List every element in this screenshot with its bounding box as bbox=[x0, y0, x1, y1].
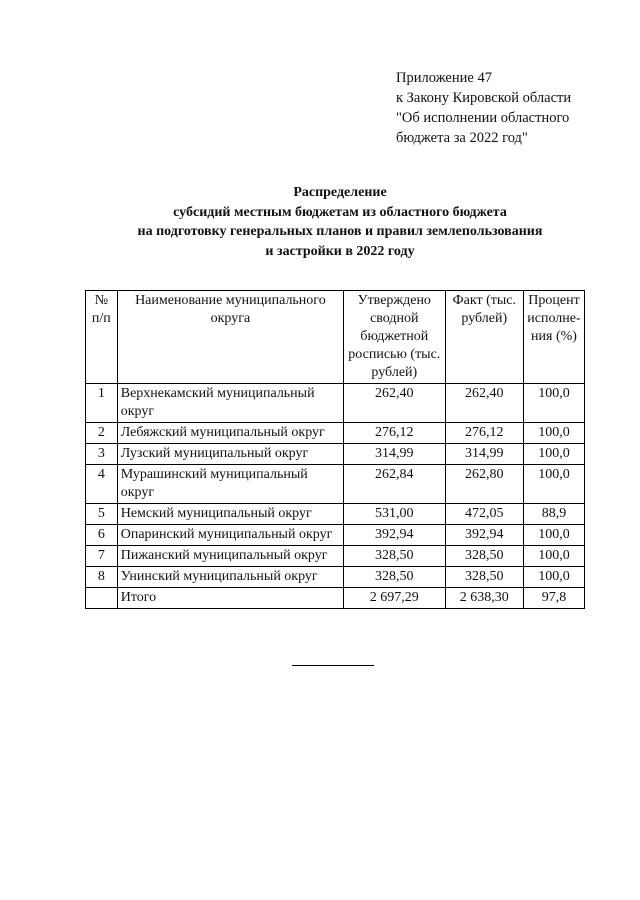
row-name: Лузский муниципальный округ bbox=[117, 444, 343, 465]
row-num: 2 bbox=[86, 423, 118, 444]
row-num: 8 bbox=[86, 567, 118, 588]
appendix-line-4: бюджета за 2022 год" bbox=[396, 130, 528, 146]
row-percent: 88,9 bbox=[523, 504, 584, 525]
row-name: Пижанский муниципальный округ bbox=[117, 546, 343, 567]
appendix-line-2: к Закону Кировской области bbox=[396, 90, 572, 106]
title-line-1: Распределение bbox=[293, 185, 387, 200]
row-fact: 314,99 bbox=[445, 444, 523, 465]
table-row bbox=[86, 546, 585, 567]
header-name: Наименование муниципального округа bbox=[117, 291, 343, 384]
title-line-2: субсидий местным бюджетам из областного бюджета bbox=[173, 204, 507, 220]
row-approved: 276,12 bbox=[344, 423, 446, 444]
header-fact: Факт (тыс. рублей) bbox=[445, 291, 523, 384]
title-line-4: и застройки в 2022 году bbox=[265, 243, 415, 259]
table-row bbox=[86, 567, 585, 588]
header-approved: Утверждено сводной бюджетной росписью (тыс. рублей) bbox=[344, 291, 446, 384]
row-percent: 100,0 bbox=[523, 465, 584, 504]
row-fact: 328,50 bbox=[445, 546, 523, 567]
row-num: 3 bbox=[86, 444, 118, 465]
appendix-line-3: "Об исполнении областного bbox=[396, 110, 570, 126]
row-percent: 100,0 bbox=[523, 384, 584, 423]
table-row bbox=[86, 504, 585, 525]
row-name: Унинский муниципальный округ bbox=[117, 567, 343, 588]
appendix-reference bbox=[396, 68, 626, 148]
row-name: Опаринский муниципальный округ bbox=[117, 525, 343, 546]
row-approved: 262,40 bbox=[344, 384, 446, 423]
row-name: Немский муниципальный округ bbox=[117, 504, 343, 525]
row-approved: 262,84 bbox=[344, 465, 446, 504]
total-num bbox=[86, 588, 118, 609]
table-header-row bbox=[86, 291, 585, 384]
total-percent: 97,8 bbox=[523, 588, 584, 609]
row-fact: 392,94 bbox=[445, 525, 523, 546]
subsidy-table bbox=[85, 290, 585, 609]
total-approved: 2 697,29 bbox=[344, 588, 446, 609]
row-num: 6 bbox=[86, 525, 118, 546]
row-fact: 262,80 bbox=[445, 465, 523, 504]
title-line-3: на подготовку генеральных планов и правил землепользования bbox=[137, 224, 543, 239]
row-name: Лебяжский муниципальный округ bbox=[117, 423, 343, 444]
appendix-line-1: Приложение 47 bbox=[396, 70, 492, 86]
row-percent: 100,0 bbox=[523, 546, 584, 567]
table-row bbox=[86, 384, 585, 423]
row-percent: 100,0 bbox=[523, 423, 584, 444]
row-fact: 262,40 bbox=[445, 384, 523, 423]
end-separator-line bbox=[292, 665, 374, 666]
row-percent: 100,0 bbox=[523, 567, 584, 588]
table-row bbox=[86, 423, 585, 444]
row-num: 7 bbox=[86, 546, 118, 567]
row-approved: 392,94 bbox=[344, 525, 446, 546]
row-approved: 531,00 bbox=[344, 504, 446, 525]
row-percent: 100,0 bbox=[523, 444, 584, 465]
row-percent: 100,0 bbox=[523, 525, 584, 546]
row-approved: 314,99 bbox=[344, 444, 446, 465]
document-title bbox=[80, 183, 600, 261]
row-num: 5 bbox=[86, 504, 118, 525]
total-fact: 2 638,30 bbox=[445, 588, 523, 609]
row-name: Верхнекамский муниципальный округ bbox=[117, 384, 343, 423]
table-total-row bbox=[86, 588, 585, 609]
row-fact: 472,05 bbox=[445, 504, 523, 525]
row-approved: 328,50 bbox=[344, 546, 446, 567]
total-label: Итого bbox=[117, 588, 343, 609]
row-fact: 328,50 bbox=[445, 567, 523, 588]
header-percent: Процент исполне- ния (%) bbox=[523, 291, 584, 384]
header-num: № п/п bbox=[86, 291, 118, 384]
table-row bbox=[86, 525, 585, 546]
row-num: 4 bbox=[86, 465, 118, 504]
row-num: 1 bbox=[86, 384, 118, 423]
table-row bbox=[86, 444, 585, 465]
row-approved: 328,50 bbox=[344, 567, 446, 588]
table-row bbox=[86, 465, 585, 504]
row-name: Мурашинский муниципальный округ bbox=[117, 465, 343, 504]
row-fact: 276,12 bbox=[445, 423, 523, 444]
